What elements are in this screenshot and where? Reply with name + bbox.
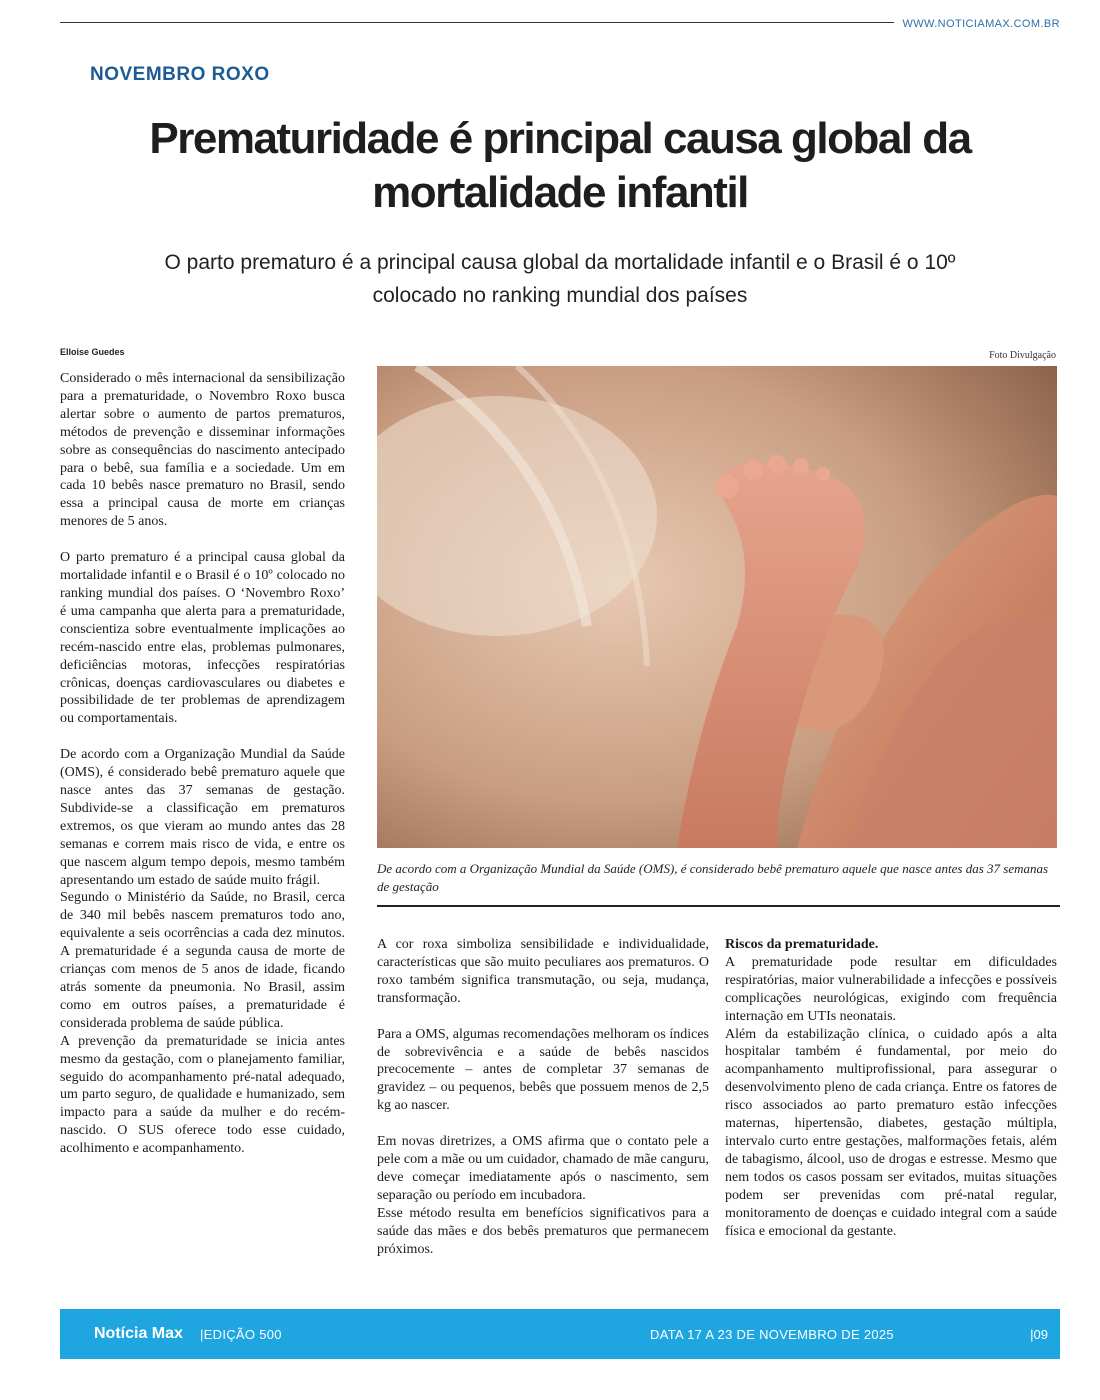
site-url[interactable]: WWW.NOTICIAMAX.COM.BR <box>902 18 1060 30</box>
paragraph: Considerado o mês internacional da sensibilização para a prematuridade, o Novembro Roxo busca alertar sobre o aumento de partos prematuros, métodos de prevenção e disseminar informações sobre as consequências do nascimento antecipado para o bebê, sua família e a sociedade. Um em cada 10 bebês nasce prematuro no Brasil, sendo essa a principal causa de morte em crianças menores de 5 anos. <box>60 371 345 530</box>
paragraph: De acordo com a Organização Mundial da Saúde (OMS), é considerado bebê prematuro aquele que nasce antes das 37 semanas de gestação. Subdivide-se a classificação em prematuros extremos, os que vieram ao mundo antes das 28 semanas e correm mais risco de vida, e entre os que nascem algum tempo depois, mesmo também apresentando um estado de saúde muito frágil. <box>60 747 345 888</box>
footer-bar <box>60 1309 1060 1359</box>
subsection-heading: Riscos da prematuridade. <box>725 937 879 952</box>
article-column-1 <box>60 370 345 1158</box>
caption-rule <box>377 905 1060 907</box>
article-photo <box>377 366 1057 848</box>
paragraph: O parto prematuro é a principal causa global da mortalidade infantil e o Brasil é o 10º colocado no ranking mundial dos países. O ‘Novembro Roxo’ é uma campanha que alerta para a prematuridade, conscientiza sobre eventualmente implicações ao recém-nascido entre elas, problemas pulmonares, deficiências motoras, infecções respiratórias crônicas, doenças cardiovasculares ou diabetes e possibilidade de ter problemas de aprendizagem ou comportamentais. <box>60 550 345 727</box>
article-column-2 <box>377 936 709 1259</box>
author-byline: Elloise Guedes <box>60 347 125 357</box>
baby-foot-photo <box>377 366 1057 848</box>
headline: Prematuridade é principal causa global da mortalidade infantil <box>149 114 971 217</box>
paragraph: Segundo o Ministério da Saúde, no Brasil, cerca de 340 mil bebês nascem prematuros todo ano, equivalente a seis ocorrências a cada dez minutos. A prematuridade é a segunda causa de morte de crianças com menos de 5 anos de idade, ficando atrás somente da pneumonia. No Brasil, assim como em outros países, a prematuridade é considerada problema de saúde pública. <box>60 890 345 1031</box>
photo-credit: Foto Divulgação <box>989 350 1056 361</box>
paragraph: A prematuridade pode resultar em dificuldades respiratórias, maior vulnerabilidade a infecções e possíveis complicações neurológicas, exigindo com frequência internação em UTIs neonatais. <box>725 954 1057 1024</box>
article-column-3 <box>725 936 1057 1240</box>
footer-date: DATA 17 A 23 DE NOVEMBRO DE 2025 <box>650 1327 894 1342</box>
paragraph: A cor roxa simboliza sensibilidade e individualidade, características que são muito peculiares aos prematuros. O roxo também significa transmutação, ou seja, mudança, transformação. <box>377 937 709 1006</box>
page-number: |09 <box>1030 1327 1048 1342</box>
footer-brand: Notícia Max <box>94 1325 183 1342</box>
top-rule <box>60 22 894 23</box>
footer-edition: |EDIÇÃO 500 <box>200 1327 282 1342</box>
paragraph: Para a OMS, algumas recomendações melhoram os índices de sobrevivência e a saúde de bebês nascidos precocemente – antes de completar 37 semanas de gravidez – ou pequenos, bebês que possuem menos de 2,5 kg ao nascer. <box>377 1026 709 1114</box>
photo-caption: De acordo com a Organização Mundial da Saúde (OMS), é considerado bebê prematuro aquele que nasce antes das 37 semanas de gestação <box>377 861 1049 894</box>
section-label: NOVEMBRO ROXO <box>90 64 270 85</box>
paragraph: Esse método resulta em benefícios significativos para a saúde das mães e dos bebês prematuros que permanecem próximos. <box>377 1205 709 1257</box>
paragraph: Além da estabilização clínica, o cuidado após a alta hospitalar também é fundamental, por meio do acompanhamento multiprofissional, para assegurar o desenvolvimento pleno de cada criança. Entre os fatores de risco associados ao parto prematuro estão infecções maternas, hipertensão, diabetes, gestação múltipla, intervalo curto entre gestações, malformações fetais, além de tabagismo, álcool, uso de drogas e estresse. Mesmo que nem todos os casos possam ser evitados, muitas situações podem ser prevenidas com pré-natal regular, monitoramento de doenças e cuidado integral com a saúde física e emocional da gestante. <box>725 1026 1057 1239</box>
subheadline: O parto prematuro é a principal causa global da mortalidade infantil e o Brasil é o 10º colocado no ranking mundial dos países <box>164 251 956 307</box>
paragraph: A prevenção da prematuridade se inicia antes mesmo da gestação, com o planejamento familiar, seguido do acompanhamento pré-natal adequado, um parto seguro, de qualidade e humanizado, sem impacto para a saúde da mulher e do recém-nascido. O SUS oferece todo esse cuidado, acolhimento e acompanhamento. <box>60 1033 345 1157</box>
paragraph: Em novas diretrizes, a OMS afirma que o contato pele a pele com a mãe ou um cuidador, chamado de mãe canguru, deve começar imediatamente após o nascimento, sem separação ou período em incubadora. <box>377 1134 709 1203</box>
